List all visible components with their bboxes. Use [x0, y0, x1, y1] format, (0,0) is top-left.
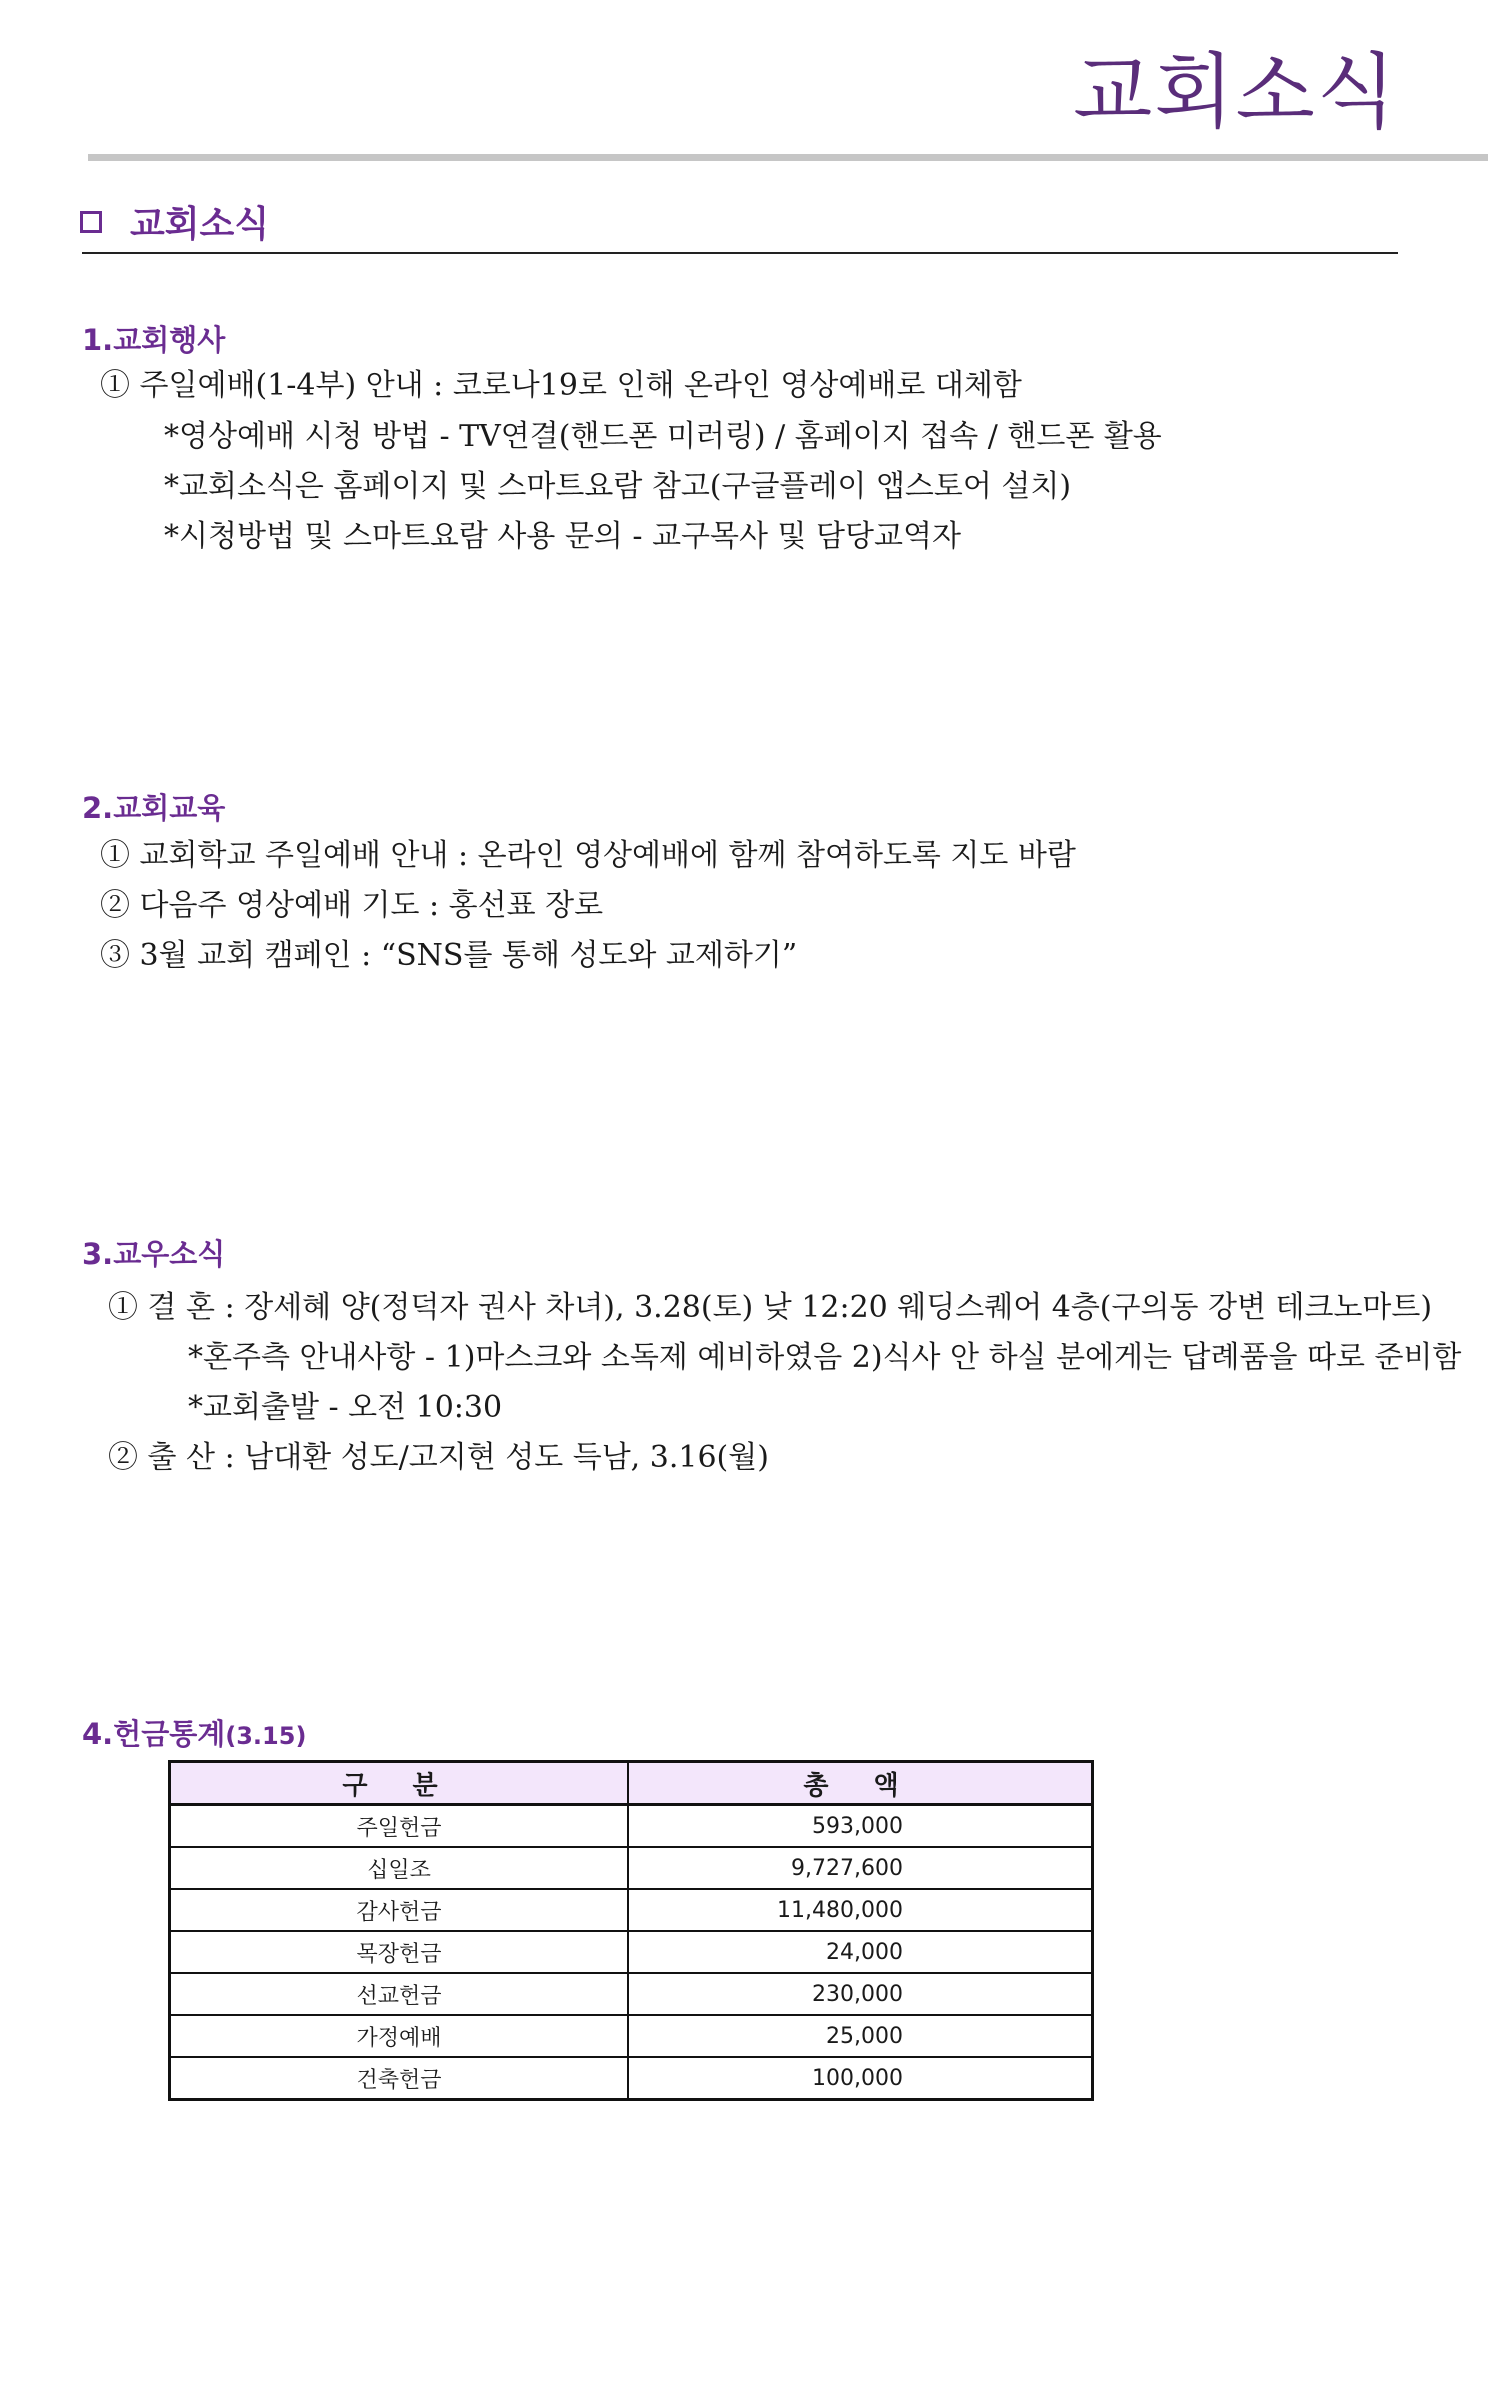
members-heading: 3.교우소식 — [82, 1237, 226, 1271]
section-heading — [80, 196, 269, 247]
offering-amount: 593,000 — [628, 1805, 1093, 1848]
offering-category: 주일헌금 — [170, 1805, 629, 1848]
table-row — [170, 1805, 1093, 1848]
header-divider — [88, 154, 1488, 161]
education-heading: 2.교회교육 — [82, 791, 226, 825]
offering-category: 건축헌금 — [170, 2057, 629, 2100]
table-row — [170, 2015, 1093, 2057]
offering-category: 십일조 — [170, 1847, 629, 1889]
offering-heading — [82, 1712, 306, 1753]
column-header-category: 구 분 — [170, 1762, 629, 1805]
events-line: *시청방법 및 스마트요람 사용 문의 - 교구목사 및 담당교역자 — [164, 519, 961, 554]
table-row — [170, 1973, 1093, 2015]
section-divider — [82, 252, 1398, 254]
offering-category: 선교헌금 — [170, 1973, 629, 2015]
offering-amount: 24,000 — [628, 1931, 1093, 1973]
page-header-title: 교회소식 — [1073, 45, 1398, 140]
square-bullet-icon — [80, 211, 102, 233]
offering-category: 목장헌금 — [170, 1931, 629, 1973]
events-heading: 1.교회행사 — [82, 323, 226, 357]
members-line: *교회출발 - 오전 10:30 — [188, 1390, 503, 1425]
offering-amount: 100,000 — [628, 2057, 1093, 2100]
members-line: ① 결 혼 : 장세혜 양(정덕자 권사 차녀), 3.28(토) 낮 12:20 웨딩스퀘어 4층(구의동 강변 테크노마트) — [108, 1290, 1433, 1325]
offering-date: (3.15) — [225, 1722, 307, 1750]
table-row — [170, 1889, 1093, 1931]
table-row — [170, 1931, 1093, 1973]
offering-amount: 25,000 — [628, 2015, 1093, 2057]
offering-heading-label: 4.헌금통계 — [82, 1717, 226, 1751]
events-line: *교회소식은 홈페이지 및 스마트요람 참고(구글플레이 앱스토어 설치) — [164, 469, 1072, 504]
table-row — [170, 1847, 1093, 1889]
offering-amount: 230,000 — [628, 1973, 1093, 2015]
events-line: *영상예배 시청 방법 - TV연결(핸드폰 미러링) / 홈페이지 접속 / 핸드폰 활용 — [164, 419, 1162, 454]
members-line: *혼주측 안내사항 - 1)마스크와 소독제 예비하였음 2)식사 안 하실 분에게는 답례품을 따로 준비함 — [188, 1340, 1462, 1375]
offering-table — [168, 1760, 1094, 2101]
column-header-amount: 총 액 — [628, 1762, 1093, 1805]
offering-amount: 9,727,600 — [628, 1847, 1093, 1889]
events-line: ① 주일예배(1-4부) 안내 : 코로나19로 인해 온라인 영상예배로 대체함 — [100, 368, 1022, 403]
offering-category: 가정예배 — [170, 2015, 629, 2057]
members-line: ② 출 산 : 남대환 성도/고지현 성도 득남, 3.16(월) — [108, 1440, 769, 1475]
table-row — [170, 2057, 1093, 2100]
table-header-row — [170, 1762, 1093, 1805]
education-line: ③ 3월 교회 캠페인 : “SNS를 통해 성도와 교제하기” — [100, 938, 798, 973]
section-heading-label: 교회소식 — [130, 204, 270, 245]
education-line: ① 교회학교 주일예배 안내 : 온라인 영상예배에 함께 참여하도록 지도 바람 — [100, 838, 1076, 873]
offering-amount: 11,480,000 — [628, 1889, 1093, 1931]
education-line: ② 다음주 영상예배 기도 : 홍선표 장로 — [100, 888, 604, 923]
offering-category: 감사헌금 — [170, 1889, 629, 1931]
